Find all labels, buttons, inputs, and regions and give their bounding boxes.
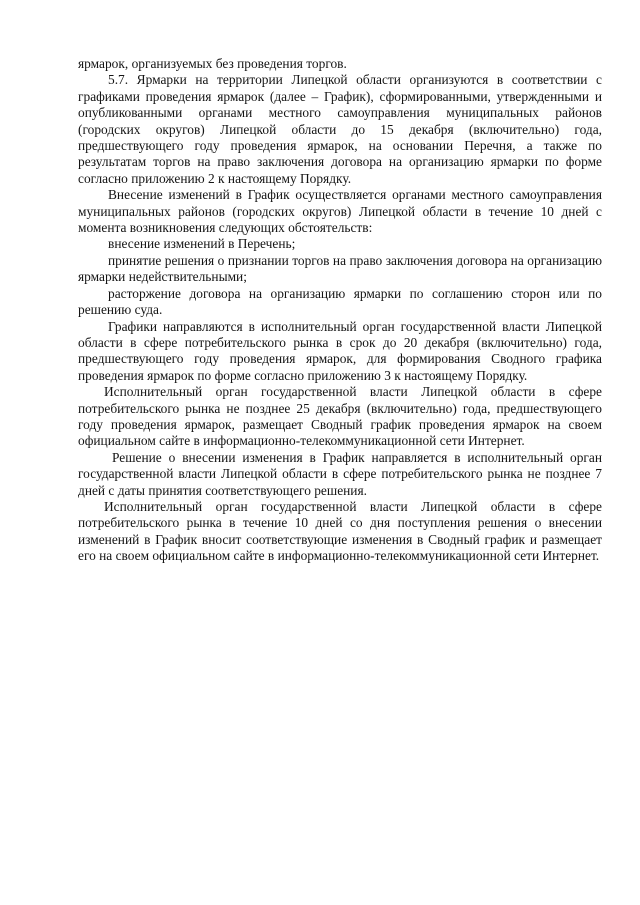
paragraph-summary-update: Исполнительный орган государственной власти Липецкой области в сфере потребительского рынка в течение 10 дней со дня поступления решения о внесении изменений в График вносит соответствующие изменения в Сводный график и размещает его на своем официальном сайте в информационно-телекоммуникационной сети Интернет. bbox=[78, 498, 602, 564]
list-item-contract-termination: расторжение договора на организацию ярмарки по соглашению сторон или по решению суда. bbox=[78, 285, 602, 318]
paragraph-schedules-submission: Графики направляются в исполнительный орган государственной власти Липецкой области в сфере потребительского рынка в срок до 20 декабря (включительно) года, предшествующего году проведения ярмарок, для формирования Сводного графика проведения ярмарок по форме согласно приложению 3 к настоящему Порядку. bbox=[78, 318, 602, 383]
list-item-perechen: внесение изменений в Перечень; bbox=[108, 236, 296, 252]
paragraph-change-decision: Решение о внесении изменения в График направляется в исполнительный орган государственной власти Липецкой области в сфере потребительского рынка не позднее 7 дней с даты принятия соответствующего решения. bbox=[78, 449, 602, 498]
list-item-torgi-invalid: принятие решения о признании торгов на право заключения договора на организацию ярмарки недействительными; bbox=[78, 252, 602, 285]
document-page bbox=[78, 56, 602, 565]
paragraph-changes-intro: Внесение изменений в График осуществляется органами местного самоуправления муниципальных районов (городских округов) Липецкой области в течение 10 дней с момента возникновения следующих обстоятельств: bbox=[78, 187, 602, 236]
paragraph-section-5-7: 5.7. Ярмарки на территории Липецкой области организуются в соответствии с графиками проведения ярмарок (далее – График), сформированными, утвержденными и опубликованными органами местного самоуправления муниципальных районов (городских округов) Липецкой области до 15 декабря (включительно) года, предшествующего году проведения ярмарок, на основании Перечня, а также по результатам торгов на право заключения договора на организацию ярмарки по форме согласно приложению 2 к настоящему Порядку. bbox=[78, 72, 602, 186]
paragraph-continuation: ярмарок, организуемых без проведения торгов. bbox=[78, 56, 347, 71]
paragraph-summary-publication: Исполнительный орган государственной власти Липецкой области в сфере потребительского рынка не позднее 25 декабря (включительно) года, предшествующего году проведения ярмарок, размещает Сводный график проведения ярмарок на своем официальном сайте в информационно-телекоммуникационной сети Интернет. bbox=[78, 384, 602, 449]
